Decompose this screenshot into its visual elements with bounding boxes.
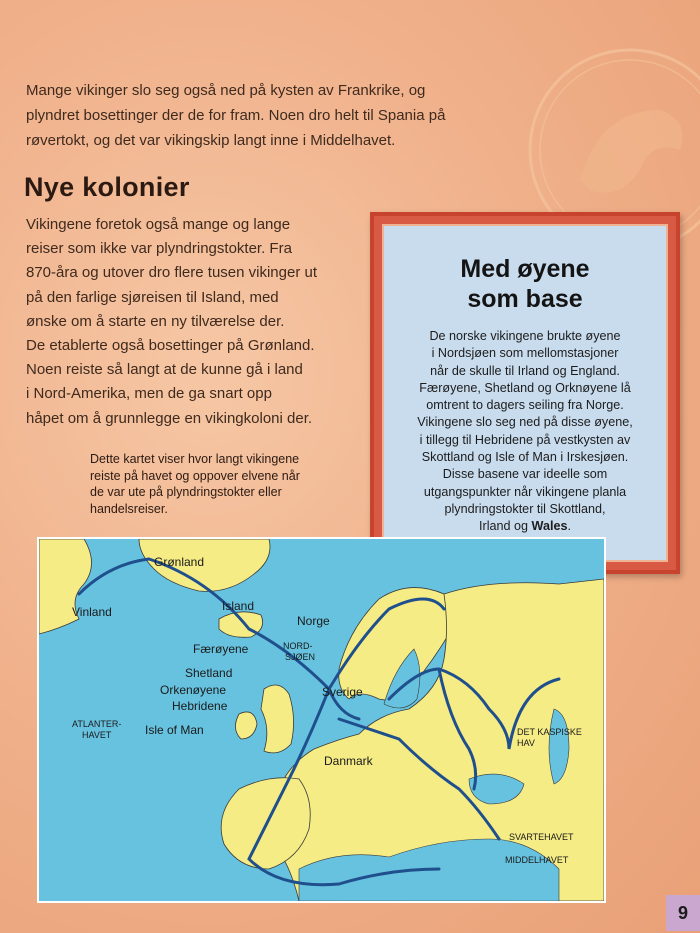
label-nordsjoen-1: NORD- (283, 641, 313, 651)
viking-routes-map (37, 537, 606, 903)
label-faeroyene: Færøyene (193, 642, 249, 656)
sidebar-panel (382, 224, 668, 562)
sidebar-title: Med øyene som base (460, 255, 590, 313)
label-kaspiske-1: DET KASPISKE (517, 727, 582, 737)
label-nordsjoen-2: SJØEN (285, 652, 316, 662)
label-middelhavet: MIDDELHAVET (505, 855, 569, 865)
label-gronland: Grønland (154, 555, 205, 569)
land-britain (261, 685, 294, 753)
section-heading: Nye kolonier (24, 172, 190, 202)
label-kaspiske-2: HAV (517, 738, 535, 748)
land-vinland (39, 539, 92, 634)
label-isle-of-man: Isle of Man (145, 723, 204, 737)
label-shetland: Shetland (185, 666, 233, 680)
label-vinland: Vinland (72, 605, 112, 619)
map-svg (39, 539, 604, 901)
label-atlanterhavet-2: HAVET (82, 730, 112, 740)
label-atlanterhavet-1: ATLANTER- (72, 719, 122, 729)
sidebar-text: De norske vikingene brukte øyene i Nordsjøen som mellomstasjoner når de skulle til Irland og England. Færøyene, Shetland og Orknøyene lå omtrent to dagers seiling fra Norge. Vikingene slo seg ned på disse øyene, i tillegg til Hebridene på vestkysten av Skottland og Isle of Man i Irskesjøen. Disse basene var ideelle som utgangspunkter når vikingene planla plyndringstokter til Skottland, Irland og Wales. (417, 329, 633, 534)
section-body: Vikingene foretok også mange og lange reiser som ikke var plyndringstokter. Fra 870-åra og utover dro flere tusen vikinger ut på den farlige sjøreisen til Island, med ønske om å starte en ny tilværelse der. De etablerte også bosettinger på Grønland. Noen reiste så langt at de kunne gå i land i Nord-Amerika, men de ga snart opp håpet om å grunnlegge en vikingkoloni der. (26, 216, 317, 427)
land-ireland (235, 712, 257, 739)
intro-paragraph: Mange vikinger slo seg også ned på kysten av Frankrike, og plyndret bosettinger der de for fram. Noen dro helt til Spania på røvertokt, og det var vikingskip langt inne i Middelhavet. (26, 82, 446, 149)
label-sverige: Sverige (322, 685, 363, 699)
sidebar-box (370, 212, 680, 574)
map-caption: Dette kartet viser hvor langt vikingene reiste på havet og oppover elvene når de var ute på plyndringstokter eller handelsreiser. (90, 452, 300, 516)
label-svartehavet: SVARTEHAVET (509, 832, 574, 842)
label-danmark: Danmark (324, 754, 373, 768)
page-number: 9 (666, 895, 700, 931)
label-orkenoyene: Orkenøyene (160, 683, 227, 697)
label-norge: Norge (297, 614, 330, 628)
label-hebridene: Hebridene (172, 699, 228, 713)
label-island: Island (222, 599, 255, 613)
